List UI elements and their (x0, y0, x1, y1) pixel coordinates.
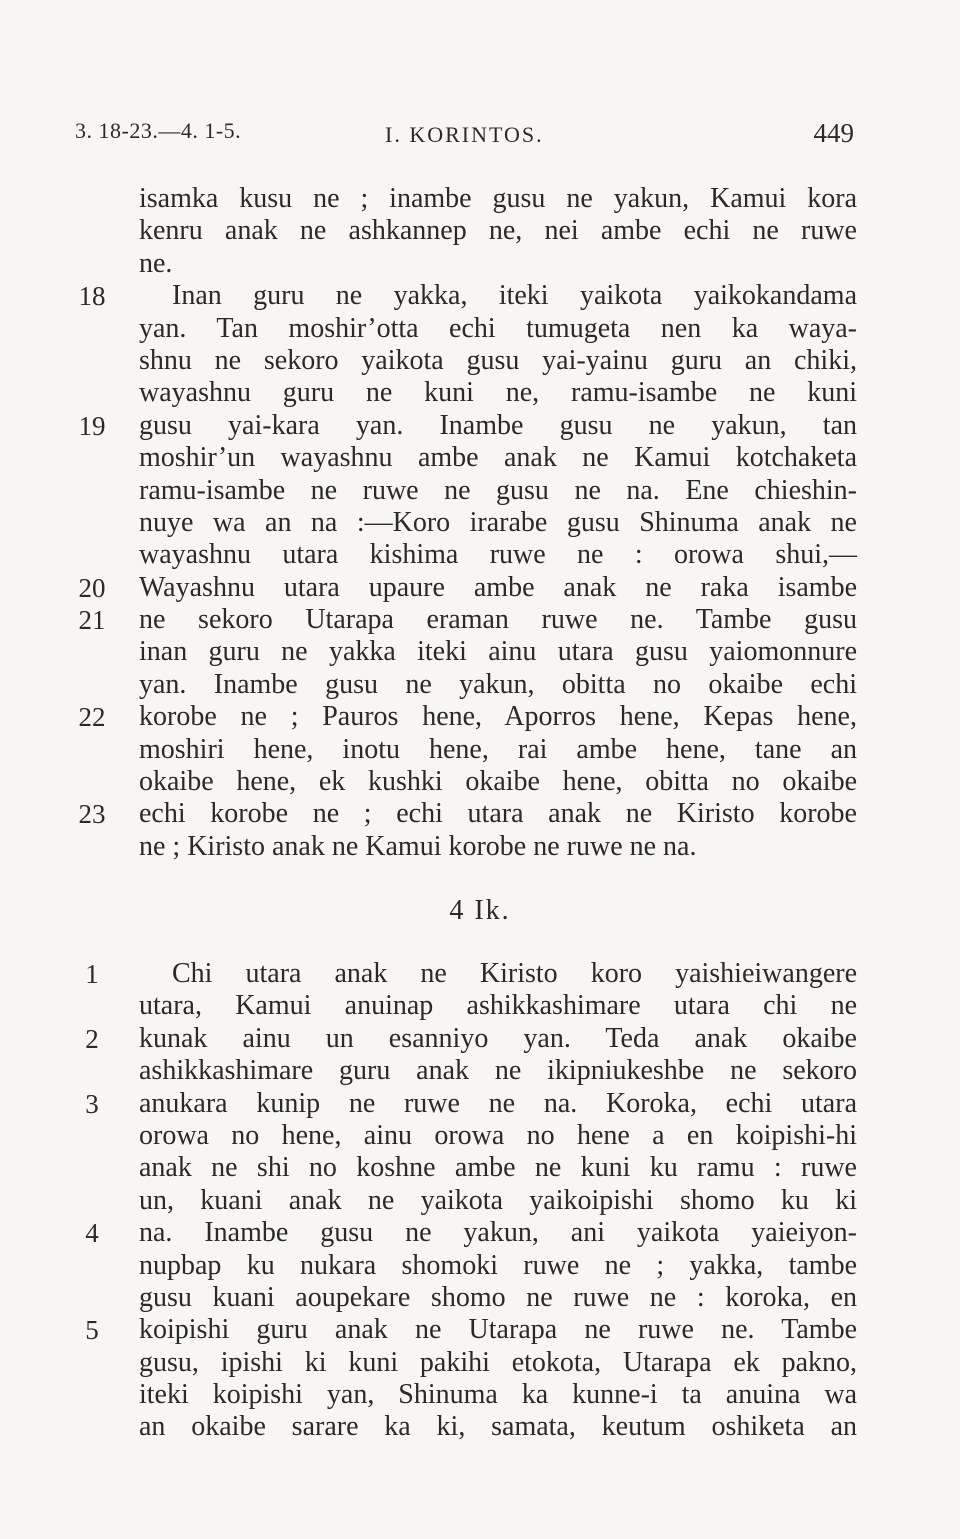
verse-text: wayashnu utara kishima ruwe ne : orowa shui,— (139, 539, 857, 571)
text-line (0, 248, 960, 280)
text-line (0, 280, 960, 312)
verse-number: 5 (85, 1315, 99, 1346)
text-line (0, 1023, 960, 1055)
text-line (0, 734, 960, 766)
verse-text: koipishi guru anak ne Utarapa ne ruwe ne. Tambe (139, 1314, 857, 1346)
verse-text: wayashnu guru ne kuni ne, ramu-isambe ne kuni (139, 377, 857, 409)
running-header (0, 118, 960, 152)
verse-text: anukara kunip ne ruwe ne na. Koroka, echi utara (139, 1087, 857, 1119)
text-line (0, 313, 960, 345)
verse-text: anak ne shi no koshne ambe ne kuni ku ramu : ruwe (139, 1152, 857, 1184)
text-line (0, 1185, 960, 1217)
verse-number: 21 (78, 605, 106, 636)
verse-text: orowa no hene, ainu orowa no hene a en koipishi-hi (139, 1119, 857, 1151)
verse-text: korobe ne ; Pauros hene, Aporros hene, Kepas hene, (139, 701, 857, 733)
text-line (0, 377, 960, 409)
text-line (0, 604, 960, 636)
verse-number: 19 (78, 410, 106, 441)
verse-text: gusu, ipishi ki kuni pakihi etokota, Utarapa ek pakno, (139, 1346, 857, 1378)
text-line (0, 442, 960, 474)
verse-number: 20 (78, 572, 106, 603)
text-line (0, 831, 960, 863)
text-line (0, 572, 960, 604)
verse-number: 1 (85, 959, 99, 989)
verse-number: 18 (78, 281, 106, 312)
text-line (0, 1088, 960, 1120)
text-line (0, 1379, 960, 1411)
verse-text: Wayashnu utara upaure ambe anak ne raka isambe (139, 571, 857, 603)
text-line (0, 215, 960, 247)
text-line (0, 1217, 960, 1249)
verse-text: Inan guru ne yakka, iteki yaikota yaikokandama (172, 280, 857, 312)
verse-text: kenru anak ne ashkannep ne, nei ambe echi ne ruwe (139, 215, 857, 247)
verse-text: na. Inambe gusu ne yakun, ani yaikota yaieiyon- (139, 1217, 857, 1249)
verse-text: an okaibe sarare ka ki, samata, keutum oshiketa an (139, 1411, 857, 1443)
text-line (0, 345, 960, 377)
verse-text: kunak ainu un esanniyo yan. Teda anak okaibe (139, 1022, 857, 1054)
text-line (0, 1152, 960, 1184)
text-line (0, 1347, 960, 1379)
chapter-verse-range: 3. 18-23.—4. 1-5. (75, 118, 242, 143)
verse-text: gusu yai-kara yan. Inambe gusu ne yakun, tan (139, 409, 857, 441)
verse-text: nupbap ku nukara shomoki ruwe ne ; yakka, tambe (139, 1249, 857, 1281)
text-line (0, 1282, 960, 1314)
verse-text: yan. Tan moshir’otta echi tumugeta nen ka waya- (139, 312, 857, 344)
text-line (0, 410, 960, 442)
verse-text: yan. Inambe gusu ne yakun, obitta no okaibe echi (139, 668, 857, 700)
verse-text: nuye wa an na :—Koro irarabe gusu Shinuma anak ne (139, 506, 857, 538)
text-line (0, 1055, 960, 1087)
text-block-chapter-3 (0, 183, 960, 863)
verse-text: okaibe hene, ek kushki okaibe hene, obitta no okaibe (139, 766, 857, 798)
verse-text: gusu kuani aoupekare shomo ne ruwe ne : koroka, en (139, 1281, 857, 1313)
text-line (0, 701, 960, 733)
verse-text: ashikkashimare guru anak ne ikipniukeshbe ne sekoro (139, 1055, 857, 1087)
verse-text: ne sekoro Utarapa eraman ruwe ne. Tambe gusu (139, 604, 857, 636)
text-line (0, 766, 960, 798)
page-number: 449 (813, 118, 854, 148)
book-title: I. KORINTOS. (385, 122, 544, 147)
text-line (0, 475, 960, 507)
text-line (0, 1250, 960, 1282)
verse-text: moshiri hene, inotu hene, rai ambe hene, tane an (139, 733, 857, 765)
text-line (0, 636, 960, 668)
chapter-heading: 4 Ik. (449, 895, 511, 926)
text-line (0, 669, 960, 701)
verse-text: shnu ne sekoro yaikota gusu yai-yainu guru an chiki, (139, 344, 857, 376)
text-line (0, 1120, 960, 1152)
verse-number: 3 (85, 1088, 99, 1119)
verse-text: utara, Kamui anuinap ashikkashimare utara chi ne (139, 990, 857, 1022)
text-line (0, 1314, 960, 1346)
verse-text: ne ; Kiristo anak ne Kamui korobe ne ruwe ne na. (139, 830, 697, 862)
verse-text: inan guru ne yakka iteki ainu utara gusu yaiomonnure (139, 636, 857, 668)
verse-text: un, kuani anak ne yaikota yaikoipishi shomo ku ki (139, 1184, 857, 1216)
text-line (0, 1411, 960, 1443)
verse-text: ne. (139, 247, 173, 279)
verse-text: isamka kusu ne ; inambe gusu ne yakun, Kamui kora (139, 183, 857, 214)
text-line (0, 958, 960, 990)
verse-text: iteki koipishi yan, Shinuma ka kunne-i ta anuina wa (139, 1379, 857, 1411)
text-line (0, 183, 960, 215)
verse-number: 2 (85, 1023, 99, 1054)
verse-number: 23 (78, 799, 106, 830)
verse-text: moshir’un wayashnu ambe anak ne Kamui kotchaketa (139, 442, 857, 474)
verse-text: Chi utara anak ne Kiristo koro yaishieiwangere (172, 958, 857, 989)
text-line (0, 990, 960, 1022)
verse-text: echi korobe ne ; echi utara anak ne Kiristo korobe (139, 798, 857, 830)
text-block-chapter-4 (0, 958, 960, 1444)
text-line (0, 798, 960, 830)
verse-number: 4 (85, 1218, 99, 1249)
text-line (0, 539, 960, 571)
verse-text: ramu-isambe ne ruwe ne gusu ne na. Ene chieshin- (139, 474, 857, 506)
verse-number: 22 (78, 702, 106, 733)
text-line (0, 507, 960, 539)
